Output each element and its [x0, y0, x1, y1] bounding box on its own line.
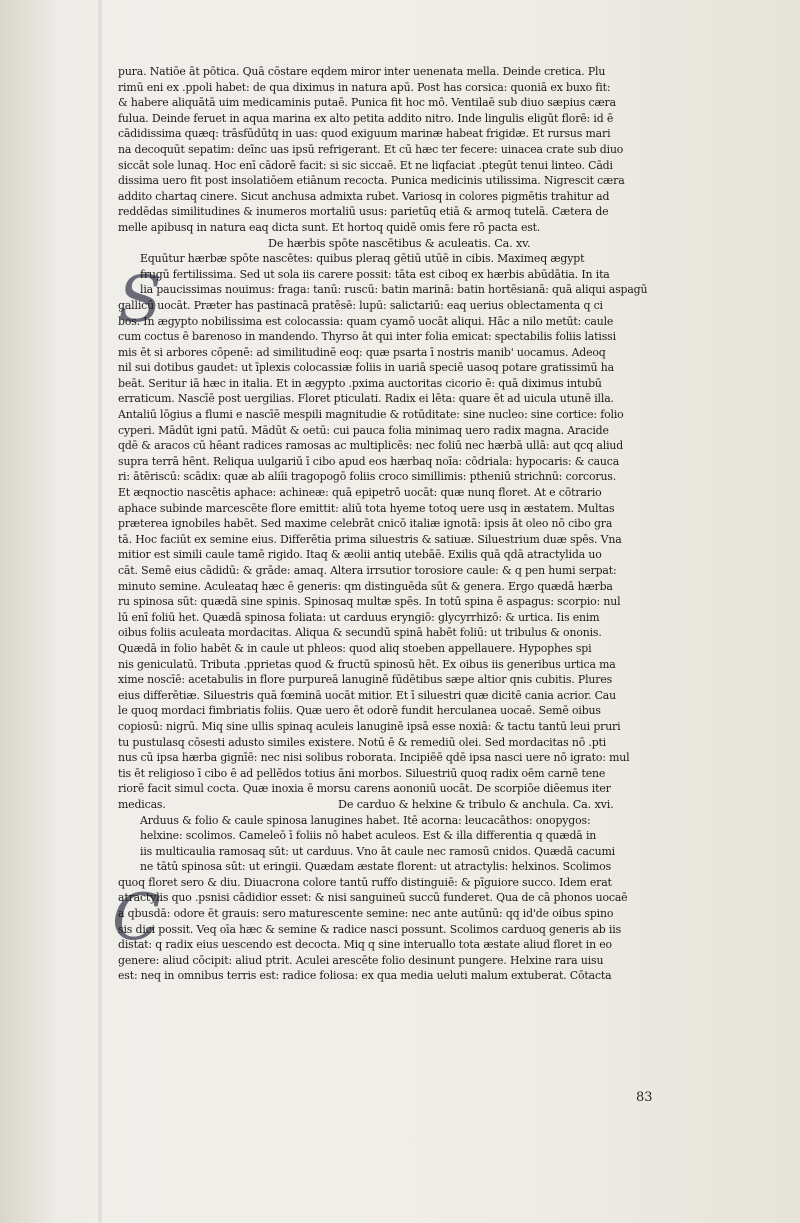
text-line: Arduus & folio & caule spinosa lanugines habet. Itē acorna: leucacāthos: onopygos: — [140, 813, 591, 827]
text-column — [118, 64, 684, 984]
text-line: minuto semine. Aculeataq hæc ē generis: qm distinguēda sūt & genera. Ergo quædā hærba — [118, 579, 613, 593]
text-line: gallicū uocāt. Præter has pastinacā pratēsē: lupū: salictariū: eaq uerius oblectamenta q ci — [118, 298, 603, 312]
text-line: & habere aliquātā uim medicaminis putaē. Punica fit hoc mō. Ventilaē sub diuo sæpius cæra — [118, 96, 616, 110]
text-line: cyperi. Mādūt igni patū. Mādūt & oetū: cui pauca folia minimaq uero radix magna. Aracide — [118, 423, 609, 437]
text-line: est: neq in omnibus terris est: radice foliosa: ex qua media ueluti malum extuberat. Cōtacta — [118, 969, 612, 983]
text-line: Antaliū lōgius a flumi e nascīē mespili magnitudie & rotūditate: sine nucleo: sine cortice: folio — [118, 408, 624, 422]
text-line: helxine: scolimos. Cameleō ī foliis nō habet aculeos. Est & illa differentia q quædā in — [140, 829, 597, 843]
page-edge — [0, 0, 60, 1223]
text-line: bos. In ægypto nobilissima est colocassia: quam cyamō uocāt aliqui. Hāc a nilo metūt: caule — [118, 314, 614, 328]
text-line: distat: q radix eius uescendo est decocta. Miq q sine interuallo tota æstate aliud floret in eo — [118, 938, 612, 952]
decorated-initial-s: S — [118, 263, 162, 337]
text-line: riorē facit simul cocta. Quæ inoxia ē morsu carens aononiū uocāt. De scorpiōe diēemus iter — [118, 782, 611, 796]
text-line: supra terrā hēnt. Reliqua uulgariū ī cibo apud eos hærbaq noīa: cōdriala: hypocaris: & cauca — [118, 454, 620, 468]
text-line: mis ēt si arbores cōpenē: ad similitudinē eoq: quæ psarta ī nostris manib' uocamus. Adeoq — [118, 345, 606, 359]
text-line: dissima uero fit post insolatiōem etiānum recocta. Punica medicinis utilissima. Nigrescit cæra — [118, 174, 625, 188]
text-line: ne tātū spinosa sūt: ut eringii. Quædam æstate florent: ut atractylis: helxinos. Scolimos — [140, 860, 612, 874]
text-line: qdē & aracos cū hēant radices ramosas ac multiplicēs: nec foliū nec hærbā ullā: aut qcq aliud — [118, 439, 624, 453]
text-line: medicas. — [118, 797, 166, 811]
text-line: Et æqnoctio nascētis aphace: achineæ: quā epipetrō uocāt: quæ nunq floret. At e cōtrario — [118, 486, 602, 500]
text-line: cādidissima quæq: trāsfūdūtq in uas: quod exiguum marinæ habeat frigidæ. Et rursus mari — [118, 127, 611, 141]
text-line: fulua. Deinde feruet in aqua marina ex alto petita addito nitro. Inde lingulis eligūt florē: id ē — [118, 111, 614, 125]
text-line: lia paucissimas nouimus: fraga: tanū: ruscū: batin marinā: batin hortēsianā: quā aliqui aspagū — [140, 283, 648, 297]
text-line: a qbusdā: odore ēt grauis: sero maturescente semine: nec ante autūnū: qq id'de oibus spino — [118, 907, 614, 921]
text-line: iis multicaulia ramosaq sūt: ut carduus. Vno āt caule nec ramosū cnidos. Quædā cacumi — [140, 844, 616, 858]
text-line: præterea ignobiles habēt. Sed maxime celebrāt cnicō italiæ ignotā: ipsis āt oleo nō cibo gra — [118, 517, 613, 531]
decorated-initial-c: C — [112, 881, 161, 955]
text-line: atractylis quo .psnisi cādidior esset: & nisi sanguineū succū funderet. Qua de cā phonos uocaē — [118, 891, 628, 905]
text-line: Quædā in folio habēt & in caule ut phleos: quod aliq stoeben appellauere. Hypophes spi — [118, 641, 592, 655]
text-line: copiosū: nigrū. Miq sine ullis spinaq aculeis lanuginē ipsā esse noxiā: & tactu tantū leui pruri — [118, 719, 621, 733]
text-line: pura. Natiōe āt pōtica. Quā cōstare eqdem miror inter uenenata mella. Deinde cretica. Plu — [118, 65, 606, 78]
gutter-shadow — [98, 0, 102, 1223]
text-line: nus cū ipsa hærba gignīē: nec nisi solibus roborata. Incipiēē qdē ipsa nasci uere nō igrato: mul — [118, 751, 630, 765]
text-line: oibus foliis aculeata mordacitas. Aliqua & secundū spinā habēt foliū: ut tribulus & ononis. — [118, 626, 602, 640]
text-line: le quoq mordaci fimbriatis foliis. Quæ uero ēt odorē fundit herculanea uocaē. Semē oibus — [118, 704, 601, 718]
text-line: eius differētiæ. Siluestris quā fœminā uocāt mitior. Et ī siluestri quæ dicitē cania acrior. Cau — [118, 688, 617, 702]
text-line: quoq floret sero & diu. Diuacrona colore tantū ruffo distinguiē: & pīguiore succo. Idem erat — [118, 875, 612, 889]
text-line: rimū eni ex .ppoli habet: de qua diximus in natura apū. Post has corsica: quoniā ex buxo fit: — [118, 80, 611, 94]
text-line: tu pustulasq cōsesti adusto similes existere. Notū ē & remediū olei. Sed mordacitas nō .pti — [118, 735, 607, 749]
text-line: erraticum. Nascīē post uergilias. Floret pticulati. Radix ei lēta: quare ēt ad uicula utunē illa. — [118, 392, 614, 406]
text-line: na decoquūt sepatim: deīnc uas ipsū refrigerant. Et cū hæc ter fecere: uinacea crate sub diuo — [118, 142, 624, 156]
text-line: ru spinosa sūt: quædā sine spinis. Spinosaq multæ spēs. In totū spina ē aspagus: scorpio: nul — [118, 595, 621, 609]
text-line: tis ēt religioso ī cibo ē ad pellēdos totius āni morbos. Siluestriū quoq radix oēm carnē tene — [118, 766, 606, 780]
text-line: melle apibusq in natura eaq dicta sunt. Et hortoq quidē omis fere rō pacta est. — [118, 220, 541, 234]
text-line: nil sui dotibus gaudet: ut īplexis colocassiæ foliis in uariā speciē uasoq potare gratissimū ha — [118, 361, 614, 375]
text-line: frugū fertilissima. Sed ut sola iis carere possit: tāta est ciboq ex hærbis abūdātia. In ita — [140, 267, 610, 281]
text-line: genere: aliud cōcipit: aliud ptrit. Aculei arescēte folio desinunt pungere. Helxine rara uisu — [118, 953, 604, 967]
text-line: reddēdas similitudines & inumeros mortaliū usus: parietūq etiā & armoq tutelā. Cætera de — [118, 205, 609, 219]
text-line: sis dici possit. Veq oīa hæc & semine & radice nasci possunt. Scolimos carduoq generis ab iis — [118, 922, 622, 936]
text-line: siccāt sole lunaq. Hoc enī cādorē facit: si sic siccaē. Et ne liqfaciat .ptegūt tenui linteo. Cādi — [118, 158, 613, 172]
text-line: cum coctus ē barenoso in mandendo. Thyrso āt qui inter folia emicat: spectabilis foliis latissi — [118, 330, 616, 344]
text-line: mitior est simili caule tamē rigido. Itaq & æolii antiq utebāē. Exilis quā qdā atractylida uo — [118, 548, 602, 562]
chapter-heading-xvi: De carduo & helxine & tribulo & anchula. Ca. xvi. — [338, 797, 614, 811]
folio-number: 83 — [636, 1090, 653, 1105]
text-line: nis geniculatū. Tributa .pprietas quod & fructū spinosū hēt. Ex oibus iis generibus urtica ma — [118, 657, 616, 671]
text-line: xime noscīē: acetabulis in flore purpureā lanuginē fūdētibus sæpe altior qnis cubitis. Plures — [118, 673, 613, 687]
text-line: lū enī foliū het. Quædā spinosa foliata: ut carduus eryngiō: glycyrrhizō: & urtica. Iis enim — [118, 610, 600, 624]
text-line: addito chartaq cinere. Sicut anchusa admixta rubet. Variosq in colores pigmētis trahitur ad — [118, 189, 610, 203]
text-line: cāt. Semē eius cādidū: & grāde: amaq. Altera irrsutior torosiore caule: & q pen humi serpat: — [118, 564, 617, 577]
text-line: tā. Hoc faciūt ex semine eius. Differētia prima siluestris & satiuæ. Siluestrium duæ spēs. Vna — [118, 532, 622, 546]
text-line: beāt. Seritur iā hæc in italia. Et in ægypto .pxima auctoritas cicorio ē: quā diximus intubū — [118, 376, 602, 390]
chapter-heading-xv: De hærbis spōte nascētibus & aculeatis. Ca. xv. — [268, 236, 531, 250]
text-line: aphace subinde marcescēte flore emittit: aliū tota hyeme totoq uere usq in æstatem. Multas — [118, 501, 615, 515]
text-line: Equūtur hærbæ spōte nascētes: quibus pleraq gētiū utūē in cibis. Maximeq ægypt — [140, 252, 585, 266]
text-line: ri: ātēriscū: scādix: quæ ab aliīi tragopogō foliis croco simillimis: ptheniū strichnū: corcorus. — [118, 470, 617, 484]
